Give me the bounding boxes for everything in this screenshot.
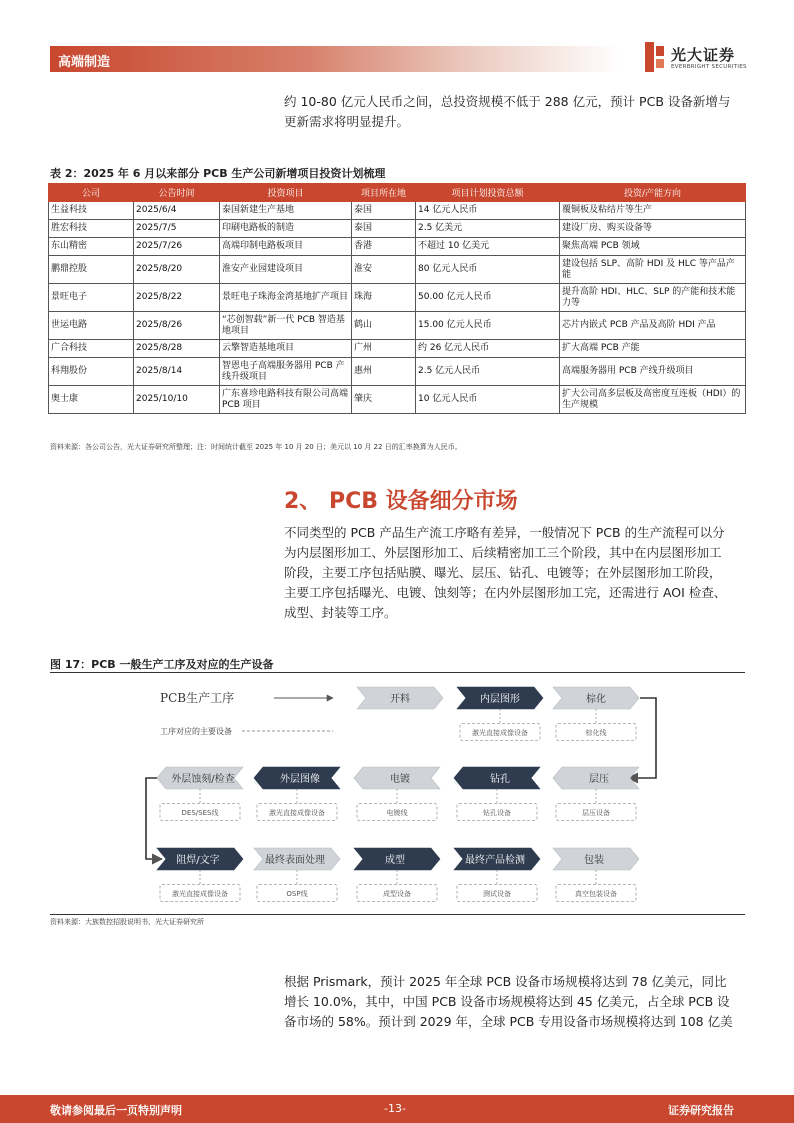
table-cell: 约 26 亿元人民币 [416,340,560,358]
figure-source-note: 资料来源：大族数控招股说明书，光大证券研究所 [50,918,204,926]
footer-page-number: -13- [384,1102,406,1115]
equipment-label: 成型设备 [383,890,411,898]
header-bar [50,46,620,72]
flow-connector-1 [628,698,656,778]
table-cell: 东山精密 [49,238,134,256]
section-line: 为内层图形加工、外层图形加工、后续精密加工三个阶段，其中在内层图形加工 [284,545,722,560]
table-row [49,256,746,284]
table-cell: 2025/7/26 [134,238,220,256]
table-cell: 肇庆 [352,386,416,414]
process-step-label: 最终表面处理 [265,855,325,866]
intro-line: 约 10-80 亿元人民币之间，总投资规模不低于 288 亿元，预计 PCB 设备新增与 [284,94,731,109]
everbright-logo [645,42,750,74]
section-line: 不同类型的 PCB 产品生产流工序略有差异，一般情况下 PCB 的生产流程可以分 [284,525,725,540]
section-title: 2、 PCB 设备细分市场 [284,489,518,514]
process-step-label: 开料 [390,694,410,705]
table-cell: 科翔股份 [49,358,134,386]
table-cell: 胜宏科技 [49,220,134,238]
table-cell: 珠海 [352,284,416,312]
process-step-label: 内层图形 [480,694,520,705]
process-step-label: 外层图像 [280,774,320,785]
table-cell: 淮安产业园建设项目 [220,256,352,284]
footer-report-type: 证券研究报告 [668,1104,734,1117]
table-cell: 惠州 [352,358,416,386]
equipment-label: OSP线 [286,890,308,898]
table-cell: 淮安 [352,256,416,284]
equipment-label: 电镀线 [386,809,408,817]
process-step-label: 棕化 [586,694,606,705]
table-cell: 2025/7/5 [134,220,220,238]
table-cell: 广合科技 [49,340,134,358]
table-row [49,386,746,414]
table-cell: 芯片内嵌式 PCB 产品及高阶 HDI 产品 [560,312,746,340]
equipment-label: 激光直接成像设备 [269,809,325,817]
table-row [49,284,746,312]
equipment-label: 棕化线 [585,729,607,737]
section-line: 主要工序包括曝光、电镀、蚀刻等；在内外层图形加工完，还需进行 AOI 检查、 [284,585,727,600]
table-source-note: 资料来源：各公司公告，光大证券研究所整理；注：时间统计截至 2025 年 10 月 20 日；美元以 10 月 22 日的汇率换算为人民币。 [50,443,462,451]
flow-connector-2 [146,778,162,859]
table-cell: 广东喜珍电路科技有限公司高端 PCB 项目 [220,386,352,414]
process-step-label: 外层蚀刻/检查 [171,774,235,785]
table-header-cell: 项目所在地 [352,184,416,202]
table-cell: 2025/8/28 [134,340,220,358]
table-cell: 扩大高端 PCB 产能 [560,340,746,358]
table-cell: 15.00 亿元人民币 [416,312,560,340]
table-cell: 香港 [352,238,416,256]
table-cell: 2.5 亿美元 [416,220,560,238]
table-row [49,340,746,358]
table-cell: 2025/8/20 [134,256,220,284]
table-header-cell: 投资项目 [220,184,352,202]
equipment-label: 激光直接成像设备 [172,890,228,898]
table-cell: 扩大公司高多层板及高密度互连板（HDI）的生产规模 [560,386,746,414]
table-cell: 景旺电子 [49,284,134,312]
table-cell: 80 亿元人民币 [416,256,560,284]
figure-caption: 图 17：PCB 一般生产工序及对应的生产设备 [50,658,274,671]
table-cell: 鹏鼎控股 [49,256,134,284]
header-section-title: 高端制造 [58,55,111,70]
intro-paragraph [284,92,750,132]
table-cell: 世运电路 [49,312,134,340]
process-step-label: 钻孔 [490,774,510,785]
closing-line: 备市场的 58%。预计到 2029 年，全球 PCB 专用设备市场规模将达到 108 亿美 [284,1014,733,1029]
legend-equipment-label: 工序对应的主要设备 [160,727,232,736]
table-cell: 50.00 亿元人民币 [416,284,560,312]
table-cell: 建设厂房、购买设备等 [560,220,746,238]
table-cell: 2.5 亿元人民币 [416,358,560,386]
table-header-cell: 公告时间 [134,184,220,202]
equipment-label: 层压设备 [582,809,610,817]
process-step-label: 包装 [584,855,604,866]
table-caption: 表 2：2025 年 6 月以来部分 PCB 生产公司新增项目投资计划梳理 [50,167,386,180]
table-row [49,358,746,386]
table-header-cell: 投资/产能方向 [560,184,746,202]
section-line: 成型、封装等工序。 [284,605,397,620]
equipment-label: 测试设备 [483,890,511,898]
table-body [49,202,746,414]
table-cell: 景旺电子珠海金湾基地扩产项目 [220,284,352,312]
table-cell: 泰国新建生产基地 [220,202,352,220]
closing-paragraph [284,972,750,1032]
equipment-label: DES/SES线 [181,809,219,817]
figure-bottom-rule [50,914,745,915]
table-cell: 广州 [352,340,416,358]
table-header-cell: 项目计划投资总额 [416,184,560,202]
table-row [49,312,746,340]
section-line: 阶段，主要工序包括贴膜、曝光、层压、钻孔、电镀等；在外层图形加工阶段， [284,565,722,580]
table-cell: “芯创智载”新一代 PCB 智造基地项目 [220,312,352,340]
table-cell: 生益科技 [49,202,134,220]
table-cell: 鹤山 [352,312,416,340]
logo-text-en: EVERBRIGHT SECURITIES [671,64,747,70]
equipment-label: 真空包装设备 [575,890,617,898]
table-cell: 提升高阶 HDI、HLC、SLP 的产能和技术能力等 [560,284,746,312]
logo-text-cn: 光大证券 [671,46,736,64]
process-flow-diagram [50,676,745,912]
table-row [49,238,746,256]
table-cell: 聚焦高端 PCB 领域 [560,238,746,256]
table-row [49,220,746,238]
closing-line: 根据 Prismark，预计 2025 年全球 PCB 设备市场规模将达到 78 亿美元，同比 [284,974,727,989]
table-cell: 智恩电子高端服务器用 PCB 产线升级项目 [220,358,352,386]
intro-line: 更新需求将明显提升。 [284,114,410,129]
legend-process-label: PCB生产工序 [160,691,235,705]
table-cell: 2025/8/14 [134,358,220,386]
process-step-label: 阻焊/文字 [176,855,220,866]
table-cell: 奥士康 [49,386,134,414]
table-cell: 建设包括 SLP、高阶 HDI 及 HLC 等产品产能 [560,256,746,284]
table-cell: 泰国 [352,202,416,220]
process-step-label: 成型 [385,855,405,866]
table-header-row [49,184,746,202]
process-step-label: 最终产品检测 [465,855,525,866]
table-cell: 2025/8/22 [134,284,220,312]
table-row [49,202,746,220]
table-cell: 高端服务器用 PCB 产线升级项目 [560,358,746,386]
figure-top-rule [50,672,745,673]
equipment-label: 激光直接成像设备 [472,729,528,737]
table-cell: 2025/10/10 [134,386,220,414]
table-cell: 覆铜板及粘结片等生产 [560,202,746,220]
process-step-label: 层压 [589,774,609,785]
table-cell: 2025/6/4 [134,202,220,220]
investment-table [48,183,746,414]
section-paragraph [284,523,750,623]
table-cell: 2025/8/26 [134,312,220,340]
table-cell: 不超过 10 亿美元 [416,238,560,256]
closing-line: 增长 10.0%，其中，中国 PCB 设备市场规模将达到 45 亿美元，占全球 PCB 设 [284,994,730,1009]
table-cell: 云擎智造基地项目 [220,340,352,358]
table-header-cell: 公司 [49,184,134,202]
table-cell: 高端印制电路板项目 [220,238,352,256]
table-cell: 14 亿元人民币 [416,202,560,220]
table-cell: 印刷电路板的制造 [220,220,352,238]
table-cell: 泰国 [352,220,416,238]
table-cell: 10 亿元人民币 [416,386,560,414]
process-step-label: 电镀 [390,774,410,785]
everbright-logo-icon [645,42,665,72]
equipment-label: 钻孔设备 [483,809,511,817]
footer-disclaimer: 敬请参阅最后一页特别声明 [50,1104,182,1117]
